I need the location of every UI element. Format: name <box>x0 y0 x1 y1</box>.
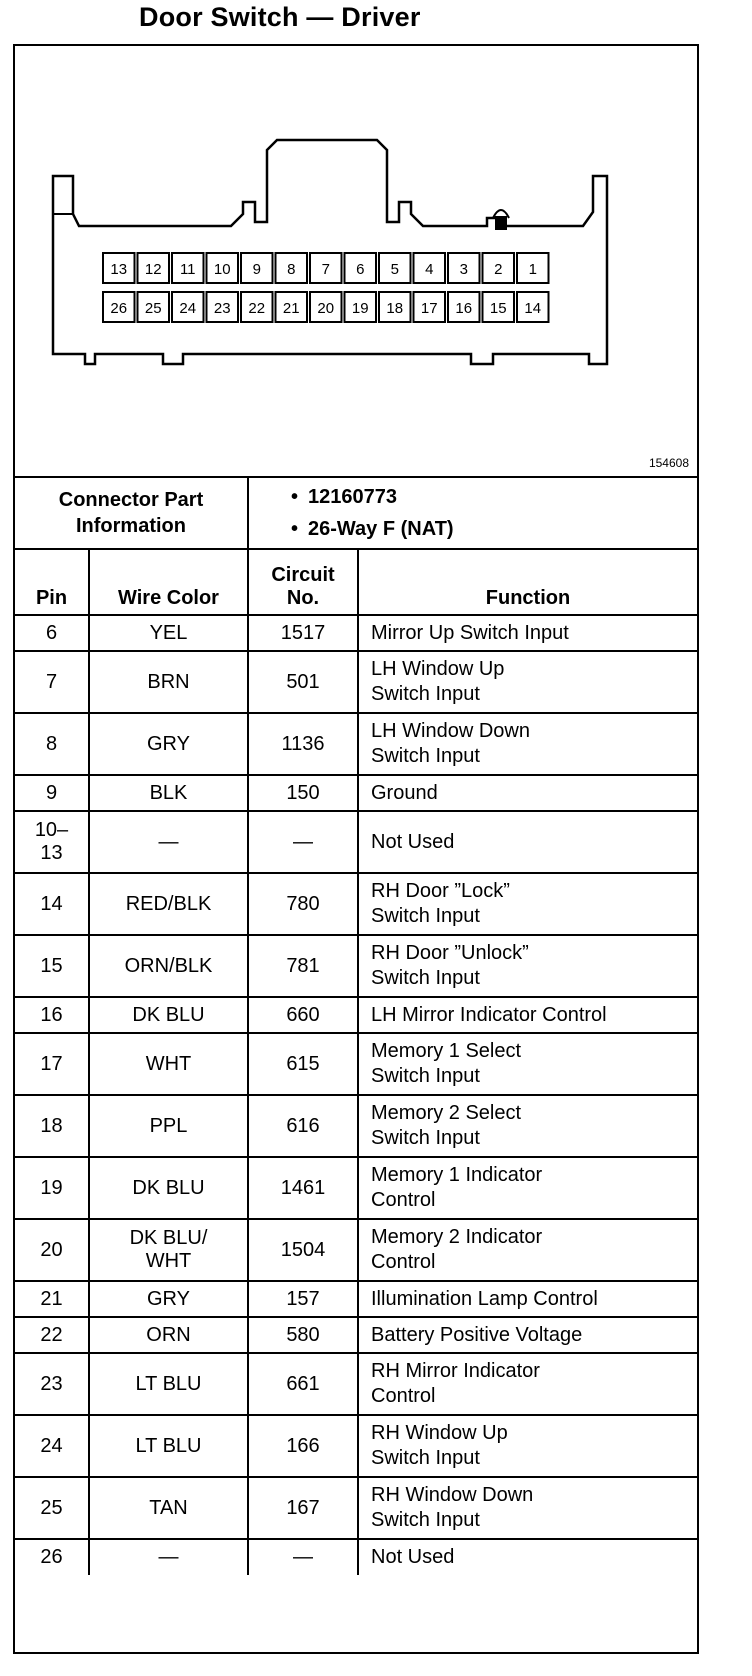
wire-color-cell: — <box>89 1539 248 1575</box>
function-cell: RH Door ”Unlock” Switch Input <box>358 935 697 997</box>
function-cell: Mirror Up Switch Input <box>358 615 697 651</box>
function-cell: LH Window Up Switch Input <box>358 651 697 713</box>
pin-grid <box>103 253 549 322</box>
circuit-cell: 781 <box>248 935 358 997</box>
table-row <box>15 1353 697 1415</box>
wire-color-cell: BRN <box>89 651 248 713</box>
table-row <box>15 1415 697 1477</box>
wire-color-cell: ORN <box>89 1317 248 1353</box>
pin-number: 16 <box>455 300 473 317</box>
function-cell: Illumination Lamp Control <box>358 1281 697 1317</box>
wire-color-cell: PPL <box>89 1095 248 1157</box>
circuit-cell: 780 <box>248 873 358 935</box>
circuit-header: Circuit No. <box>248 549 358 615</box>
pin-number: 25 <box>144 300 162 317</box>
table-row <box>15 615 697 651</box>
function-cell: Not Used <box>358 811 697 873</box>
pin-number: 11 <box>179 261 196 278</box>
circuit-cell: 1461 <box>248 1157 358 1219</box>
circuit-cell: 615 <box>248 1033 358 1095</box>
connector-type: • 26-Way F (NAT) <box>291 513 697 545</box>
table-row <box>15 935 697 997</box>
pin-cell: 8 <box>15 713 89 775</box>
part-number: • 12160773 <box>291 481 697 513</box>
circuit-cell: 660 <box>248 997 358 1033</box>
function-cell: Memory 1 Select Switch Input <box>358 1033 697 1095</box>
wire-color-cell: DK BLU <box>89 1157 248 1219</box>
page-title: Door Switch — Driver <box>139 2 421 32</box>
circuit-cell: 166 <box>248 1415 358 1477</box>
connector-diagram <box>15 46 697 478</box>
connector-drawing <box>15 46 697 476</box>
pin-number: 15 <box>489 300 507 317</box>
function-cell: Memory 2 Indicator Control <box>358 1219 697 1281</box>
wire-color-cell: — <box>89 811 248 873</box>
function-cell: Memory 1 Indicator Control <box>358 1157 697 1219</box>
pin-number: 26 <box>110 300 128 317</box>
pin-cell: 6 <box>15 615 89 651</box>
function-header: Function <box>358 549 697 615</box>
function-cell: RH Window Down Switch Input <box>358 1477 697 1539</box>
pin-cell: 16 <box>15 997 89 1033</box>
connector-info-values <box>248 477 697 549</box>
pin-cell: 7 <box>15 651 89 713</box>
pin-cell: 25 <box>15 1477 89 1539</box>
table-row <box>15 997 697 1033</box>
pin-number: 14 <box>524 300 542 317</box>
pin-number: 19 <box>351 300 369 317</box>
table-row <box>15 651 697 713</box>
wire-color-cell: WHT <box>89 1033 248 1095</box>
table-row <box>15 1281 697 1317</box>
circuit-cell: 167 <box>248 1477 358 1539</box>
function-cell: LH Window Down Switch Input <box>358 713 697 775</box>
function-cell: RH Mirror Indicator Control <box>358 1353 697 1415</box>
connector-info-table <box>15 476 697 550</box>
wire-color-header: Wire Color <box>89 549 248 615</box>
circuit-cell: — <box>248 811 358 873</box>
function-cell: Memory 2 Select Switch Input <box>358 1095 697 1157</box>
pin-number: 6 <box>356 261 365 278</box>
pin-cell: 21 <box>15 1281 89 1317</box>
wire-color-cell: BLK <box>89 775 248 811</box>
table-row <box>15 1095 697 1157</box>
circuit-cell: — <box>248 1539 358 1575</box>
pinout-table <box>15 548 697 1575</box>
connector-info-label: Connector Part Information <box>15 477 248 549</box>
function-cell: Battery Positive Voltage <box>358 1317 697 1353</box>
pin-number: 13 <box>110 261 128 278</box>
circuit-cell: 580 <box>248 1317 358 1353</box>
pin-cell: 18 <box>15 1095 89 1157</box>
table-row <box>15 873 697 935</box>
pin-header: Pin <box>15 549 89 615</box>
connector-document <box>13 44 699 1654</box>
pin-cell: 15 <box>15 935 89 997</box>
pin-cell: 26 <box>15 1539 89 1575</box>
table-row <box>15 811 697 873</box>
wire-color-cell: LT BLU <box>89 1415 248 1477</box>
wire-color-cell: YEL <box>89 615 248 651</box>
circuit-cell: 150 <box>248 775 358 811</box>
table-row <box>15 1539 697 1575</box>
pin-number: 24 <box>179 300 197 317</box>
wire-color-cell: TAN <box>89 1477 248 1539</box>
pin-number: 22 <box>248 300 266 317</box>
circuit-cell: 661 <box>248 1353 358 1415</box>
pin-cell: 14 <box>15 873 89 935</box>
table-row <box>15 713 697 775</box>
circuit-cell: 1517 <box>248 615 358 651</box>
table-row <box>15 1317 697 1353</box>
figure-number: 154608 <box>648 456 689 470</box>
function-cell: RH Window Up Switch Input <box>358 1415 697 1477</box>
pin-number: 4 <box>425 261 434 278</box>
pin-number: 1 <box>528 261 537 278</box>
wire-color-cell: DK BLU/ WHT <box>89 1219 248 1281</box>
pin-number: 23 <box>213 300 231 317</box>
wire-color-cell: LT BLU <box>89 1353 248 1415</box>
pin-number: 10 <box>213 261 231 278</box>
table-row <box>15 1477 697 1539</box>
pin-cell: 10– 13 <box>15 811 89 873</box>
function-cell: Not Used <box>358 1539 697 1575</box>
function-cell: LH Mirror Indicator Control <box>358 997 697 1033</box>
table-row <box>15 1219 697 1281</box>
pin-number: 5 <box>390 261 399 278</box>
pin-cell: 17 <box>15 1033 89 1095</box>
function-cell: RH Door ”Lock” Switch Input <box>358 873 697 935</box>
pin-number: 12 <box>144 261 162 278</box>
table-row <box>15 1157 697 1219</box>
pin-number: 18 <box>386 300 404 317</box>
circuit-cell: 501 <box>248 651 358 713</box>
wire-color-cell: RED/BLK <box>89 873 248 935</box>
wire-color-cell: GRY <box>89 713 248 775</box>
pin-cell: 9 <box>15 775 89 811</box>
circuit-cell: 1504 <box>248 1219 358 1281</box>
pin-cell: 20 <box>15 1219 89 1281</box>
wire-color-cell: GRY <box>89 1281 248 1317</box>
pin-number: 21 <box>282 300 300 317</box>
wire-color-cell: ORN/BLK <box>89 935 248 997</box>
table-row <box>15 1033 697 1095</box>
wire-color-cell: DK BLU <box>89 997 248 1033</box>
function-cell: Ground <box>358 775 697 811</box>
circuit-cell: 157 <box>248 1281 358 1317</box>
pin-number: 7 <box>321 261 330 278</box>
circuit-cell: 1136 <box>248 713 358 775</box>
circuit-cell: 616 <box>248 1095 358 1157</box>
pin-cell: 24 <box>15 1415 89 1477</box>
pin-number: 20 <box>317 300 335 317</box>
latch-icon <box>495 216 507 230</box>
pin-number: 17 <box>420 300 438 317</box>
pin-number: 2 <box>494 261 503 278</box>
pin-cell: 19 <box>15 1157 89 1219</box>
pin-number: 3 <box>459 261 468 278</box>
pin-cell: 23 <box>15 1353 89 1415</box>
pin-cell: 22 <box>15 1317 89 1353</box>
pin-number: 8 <box>287 261 296 278</box>
table-row <box>15 775 697 811</box>
pin-number: 9 <box>252 261 261 278</box>
